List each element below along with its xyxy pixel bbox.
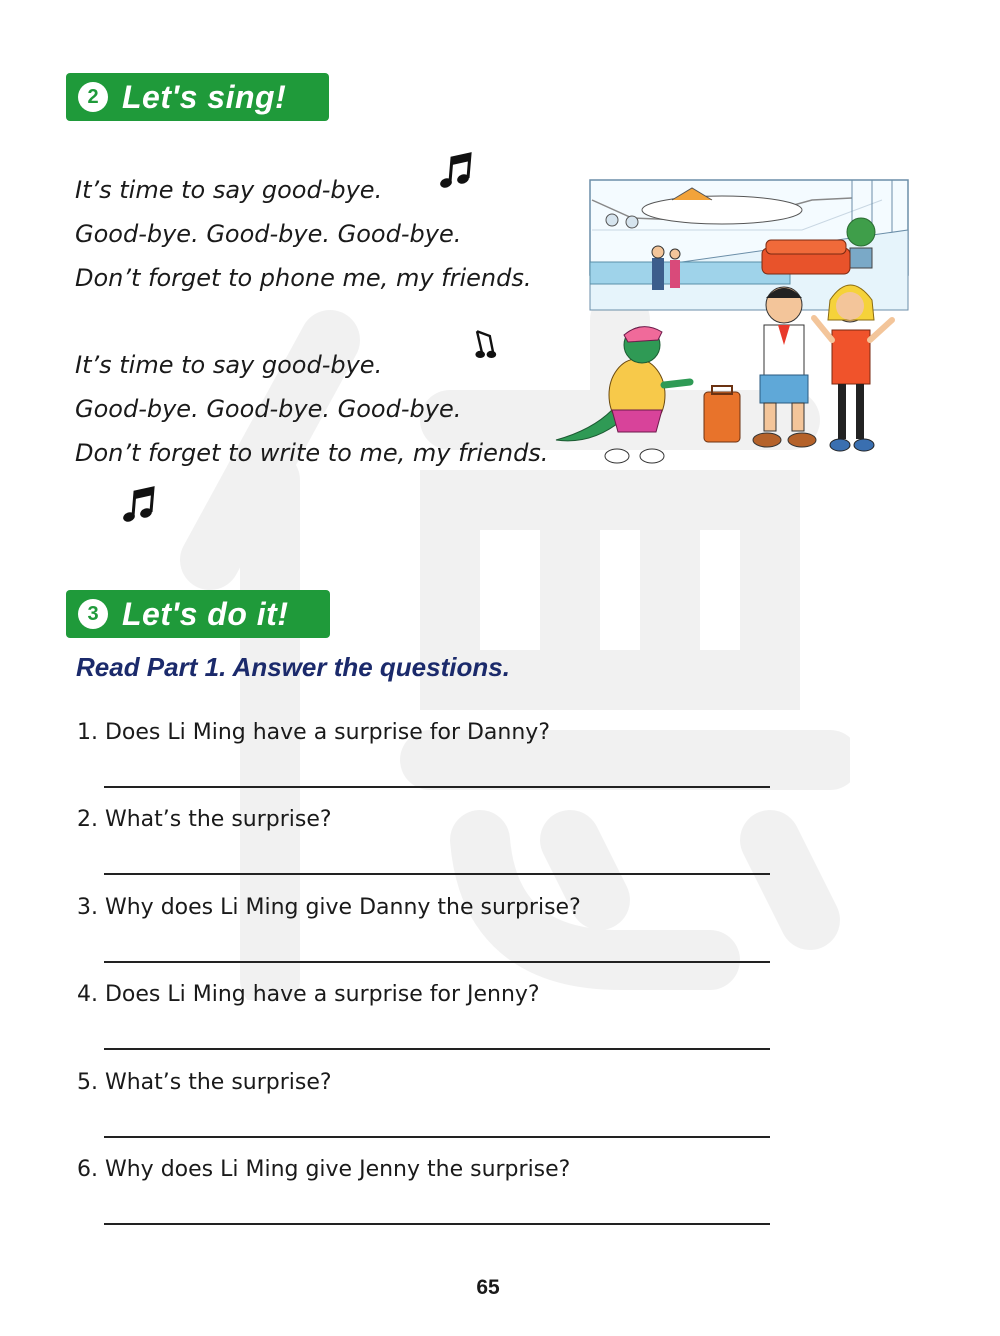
section-title: Let's sing! (122, 78, 287, 115)
music-note-icon (438, 152, 474, 192)
answer-line[interactable] (104, 786, 770, 788)
song-line: It’s time to say good-bye. (75, 176, 383, 204)
answer-line[interactable] (104, 1136, 770, 1138)
answer-line[interactable] (104, 1223, 770, 1225)
page-number: 65 (476, 1276, 500, 1299)
instruction-heading: Read Part 1. Answer the questions. (76, 652, 510, 682)
section-number: 2 (78, 82, 108, 112)
section-number: 3 (78, 599, 108, 629)
airport-goodbye-illustration (552, 170, 912, 480)
question-item: 2. What’s the surprise? (77, 807, 332, 832)
answer-line[interactable] (104, 961, 770, 963)
question-item: 3. Why does Li Ming give Danny the surprise? (77, 895, 581, 920)
song-line: Good-bye. Good-bye. Good-bye. (75, 395, 462, 423)
section-title: Let's do it! (122, 595, 289, 632)
question-item: 4. Does Li Ming have a surprise for Jenny? (77, 982, 540, 1007)
section-banner-lets-sing (66, 73, 329, 121)
question-item: 6. Why does Li Ming give Jenny the surprise? (77, 1157, 571, 1182)
section-banner-lets-do-it (66, 590, 330, 638)
song-line: Good-bye. Good-bye. Good-bye. (75, 220, 462, 248)
music-note-icon (470, 328, 500, 360)
question-item: 5. What’s the surprise? (77, 1070, 332, 1095)
answer-line[interactable] (104, 1048, 770, 1050)
song-line: Don’t forget to write to me, my friends. (75, 439, 549, 467)
answer-line[interactable] (104, 873, 770, 875)
song-line: It’s time to say good-bye. (75, 351, 383, 379)
music-note-icon (121, 486, 157, 526)
song-line: Don’t forget to phone me, my friends. (75, 264, 532, 292)
question-item: 1. Does Li Ming have a surprise for Danny? (77, 720, 550, 745)
